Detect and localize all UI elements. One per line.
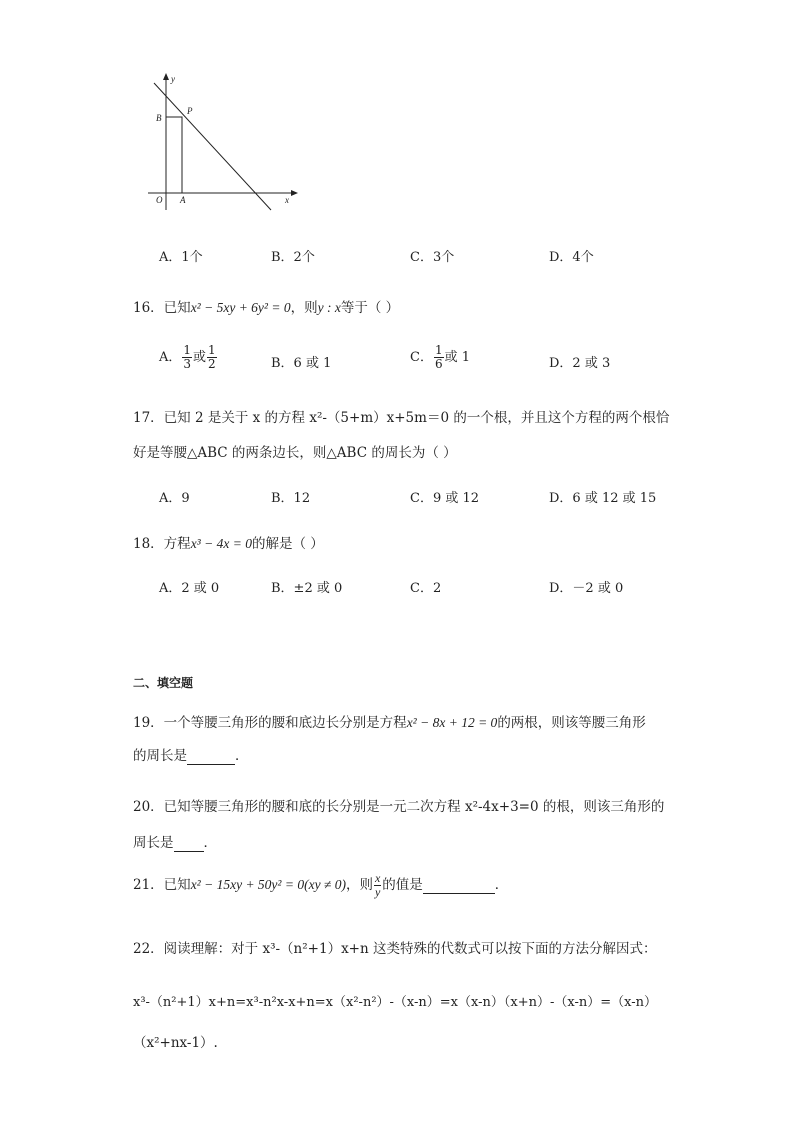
decreasing-line [154, 83, 271, 210]
q18-option-d[interactable]: D．－2 或 0 [549, 581, 624, 596]
y-axis-arrow [163, 73, 169, 80]
coordinate-figure [140, 70, 310, 220]
q16-ratio: y : x [317, 300, 341, 315]
q18-option-b[interactable]: B．±2 或 0 [271, 581, 343, 596]
q20-answer-blank[interactable] [174, 835, 204, 852]
q17-option-a[interactable]: A．9 [159, 491, 190, 506]
q22-line3: （x²+nx-1）. [133, 1035, 218, 1051]
q19-stem-line1: 19．一个等腰三角形的腰和底边长分别是方程x² − 8x + 12 = 0的两根，则该等腰三角形 [133, 715, 646, 731]
q16-stem: 16．已知x² − 5xy + 6y² = 0，则y : x等于（ ） [133, 300, 400, 316]
q21-stem: 21．已知x² − 15xy + 50y² = 0(xy ≠ 0)，则 $\frac{x}{y}$ 的值是 ． [133, 871, 509, 899]
q17-stem-line1: 17．已知 2 是关于 x 的方程 x²-（5+m）x+5m＝0 的一个根，并且这个方程的两个根恰 [133, 410, 670, 426]
q16-option-c[interactable]: C． $\frac{1}{6}$ 或 1 [410, 343, 470, 371]
x-axis-arrow [291, 190, 298, 196]
label-x: x [285, 195, 289, 205]
label-b: B [156, 113, 162, 123]
q16-option-b[interactable]: B．6 或 1 [271, 356, 332, 371]
q17-stem-line2: 好是等腰△ABC 的两条边长，则△ABC 的周长为（ ） [133, 445, 457, 461]
section-title-fill-in: 二、填空题 [133, 676, 194, 690]
q21-equation: x² − 15xy + 50y² = 0(xy ≠ 0) [190, 877, 346, 892]
label-o: O [156, 195, 163, 205]
q15-option-c[interactable]: C．3个 [410, 250, 455, 265]
q18-stem: 18．方程x³ − 4x = 0的解是（ ） [133, 536, 324, 552]
q16-option-d[interactable]: D．2 或 3 [549, 356, 611, 371]
q21-fraction: $\frac{x}{y}$ [374, 871, 381, 899]
q16-option-a[interactable]: A． $\frac{1}{3}$ 或 $\frac{1}{2}$ [159, 343, 216, 371]
q17-option-b[interactable]: B．12 [271, 491, 311, 506]
q18-option-a[interactable]: A．2 或 0 [159, 581, 220, 596]
q19-stem-line2: 的周长是 ． [133, 748, 249, 764]
q19-answer-blank[interactable] [187, 748, 235, 765]
q17-option-c[interactable]: C．9 或 12 [410, 491, 480, 506]
q15-option-a[interactable]: A．1个 [159, 250, 203, 265]
q17-option-d[interactable]: D．6 或 12 或 15 [549, 491, 657, 506]
q22-line2: x³-（n²+1）x+n=x³-n²x-x+n=x（x²-n²）-（x-n）=x（x-n）（x+n）-（x-n）=（x-n） [133, 995, 657, 1010]
q18-option-c[interactable]: C．2 [410, 581, 442, 596]
q20-stem-line2: 周长是 ． [133, 835, 217, 851]
q15-option-d[interactable]: D．4个 [549, 250, 594, 265]
q22-line1: 22．阅读理解：对于 x³-（n²+1）x+n 这类特殊的代数式可以按下面的方法分解因式： [133, 941, 657, 957]
label-p: P [187, 106, 193, 116]
q21-answer-blank[interactable] [423, 877, 495, 894]
q16-equation: x² − 5xy + 6y² = 0 [190, 300, 291, 315]
rectangle-oapb [166, 117, 182, 193]
label-a: A [180, 195, 186, 205]
q20-stem-line1: 20．已知等腰三角形的腰和底的长分别是一元二次方程 x²-4x+3=0 的根，则该三角形的 [133, 799, 665, 815]
q19-equation: x² − 8x + 12 = 0 [406, 715, 498, 730]
label-y: y [171, 74, 175, 84]
q15-option-b[interactable]: B．2个 [271, 250, 315, 265]
q18-equation: x³ − 4x = 0 [190, 536, 252, 551]
